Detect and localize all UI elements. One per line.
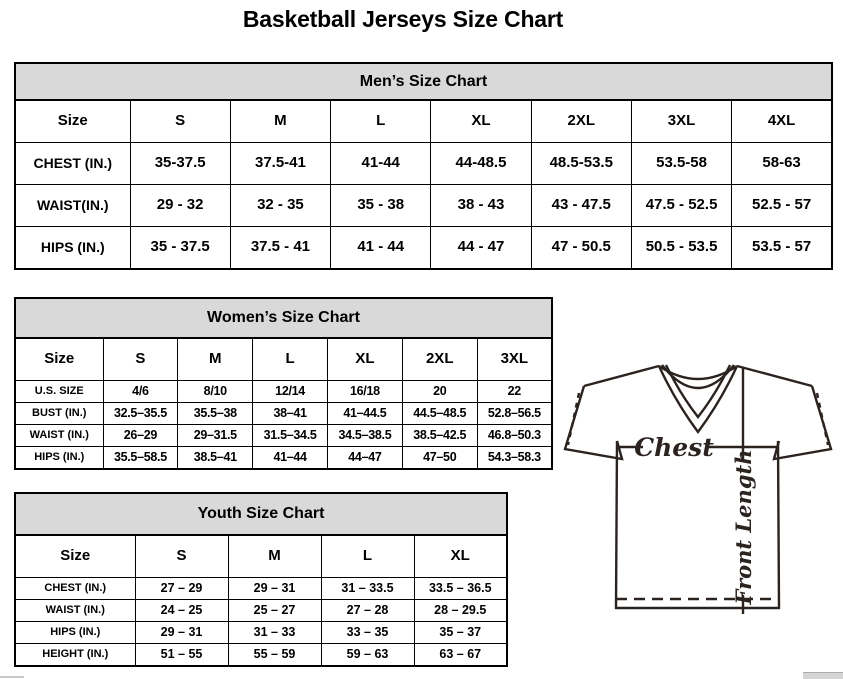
size-chart-title: Youth Size Chart bbox=[15, 493, 507, 535]
measurement-value: 41-44 bbox=[331, 143, 431, 185]
measurement-row bbox=[15, 600, 507, 622]
measurement-value: 38 - 43 bbox=[431, 185, 531, 227]
size-column-header: M bbox=[178, 338, 253, 381]
measurement-label: BUST (IN.) bbox=[15, 403, 103, 425]
size-column-header: L bbox=[321, 535, 414, 578]
horizontal-scrollbar-fragment-right[interactable] bbox=[803, 672, 843, 679]
measurement-row bbox=[15, 622, 507, 644]
measurement-value: 24 – 25 bbox=[135, 600, 228, 622]
size-column-header: 2XL bbox=[402, 338, 477, 381]
measurement-label: WAIST(IN.) bbox=[15, 185, 130, 227]
measurement-value: 8/10 bbox=[178, 381, 253, 403]
page-title: Basketball Jerseys Size Chart bbox=[242, 6, 564, 32]
measurement-value: 58-63 bbox=[732, 143, 832, 185]
measurement-value: 25 – 27 bbox=[228, 600, 321, 622]
size-column-header: L bbox=[253, 338, 328, 381]
measurement-value: 47–50 bbox=[402, 447, 477, 470]
size-column-header: S bbox=[103, 338, 178, 381]
measurement-value: 32.5–35.5 bbox=[103, 403, 178, 425]
jersey-outline-icon bbox=[565, 365, 831, 614]
measurement-value: 34.5–38.5 bbox=[327, 425, 402, 447]
size-column-header: 2XL bbox=[531, 100, 631, 143]
size-column-header: XL bbox=[431, 100, 531, 143]
size-column-header: L bbox=[331, 100, 431, 143]
measurement-row bbox=[15, 447, 552, 470]
measurement-label: CHEST (IN.) bbox=[15, 143, 130, 185]
measurement-row bbox=[15, 578, 507, 600]
measurement-value: 53.5 - 57 bbox=[732, 227, 832, 270]
measurement-value: 43 - 47.5 bbox=[531, 185, 631, 227]
measurement-value: 35 - 37.5 bbox=[130, 227, 230, 270]
mens-size-chart-table bbox=[14, 62, 833, 270]
measurement-value: 29 - 32 bbox=[130, 185, 230, 227]
measurement-row bbox=[15, 185, 832, 227]
measurement-label: CHEST (IN.) bbox=[15, 578, 135, 600]
size-column-label: Size bbox=[15, 535, 135, 578]
measurement-value: 27 – 28 bbox=[321, 600, 414, 622]
measurement-value: 22 bbox=[477, 381, 552, 403]
measurement-value: 53.5-58 bbox=[631, 143, 731, 185]
measurement-value: 31.5–34.5 bbox=[253, 425, 328, 447]
measurement-value: 29 – 31 bbox=[135, 622, 228, 644]
measurement-value: 38–41 bbox=[253, 403, 328, 425]
measurement-label: WAIST (IN.) bbox=[15, 600, 135, 622]
measurement-value: 26–29 bbox=[103, 425, 178, 447]
measurement-value: 35 - 38 bbox=[331, 185, 431, 227]
measurement-label: HIPS (IN.) bbox=[15, 622, 135, 644]
size-column-header: XL bbox=[414, 535, 507, 578]
measurement-value: 46.8–50.3 bbox=[477, 425, 552, 447]
size-column-label: Size bbox=[15, 100, 130, 143]
measurement-value: 35.5–58.5 bbox=[103, 447, 178, 470]
measurement-label: HIPS (IN.) bbox=[15, 447, 103, 470]
measurement-label: HIPS (IN.) bbox=[15, 227, 130, 270]
measurement-value: 35.5–38 bbox=[178, 403, 253, 425]
measurement-value: 41–44 bbox=[253, 447, 328, 470]
size-column-header: XL bbox=[327, 338, 402, 381]
measurement-label: U.S. SIZE bbox=[15, 381, 103, 403]
size-chart-title: Women’s Size Chart bbox=[15, 298, 552, 338]
measurement-value: 50.5 - 53.5 bbox=[631, 227, 731, 270]
chest-measure-label: Chest bbox=[634, 433, 714, 462]
measurement-value: 35 – 37 bbox=[414, 622, 507, 644]
measurement-value: 33 – 35 bbox=[321, 622, 414, 644]
measurement-value: 12/14 bbox=[253, 381, 328, 403]
measurement-value: 44.5–48.5 bbox=[402, 403, 477, 425]
measurement-value: 44–47 bbox=[327, 447, 402, 470]
measurement-value: 31 – 33.5 bbox=[321, 578, 414, 600]
measurement-row bbox=[15, 403, 552, 425]
measurement-value: 20 bbox=[402, 381, 477, 403]
size-column-label: Size bbox=[15, 338, 103, 381]
measurement-value: 52.8–56.5 bbox=[477, 403, 552, 425]
measurement-value: 51 – 55 bbox=[135, 644, 228, 667]
size-column-header: 3XL bbox=[631, 100, 731, 143]
measurement-value: 63 – 67 bbox=[414, 644, 507, 667]
measurement-value: 37.5 - 41 bbox=[230, 227, 330, 270]
measurement-value: 38.5–42.5 bbox=[402, 425, 477, 447]
size-chart-title: Men’s Size Chart bbox=[15, 63, 832, 100]
youth-size-chart-table bbox=[14, 492, 508, 667]
measurement-value: 44 - 47 bbox=[431, 227, 531, 270]
measurement-value: 28 – 29.5 bbox=[414, 600, 507, 622]
size-column-header: S bbox=[135, 535, 228, 578]
measurement-value: 38.5–41 bbox=[178, 447, 253, 470]
measurement-row bbox=[15, 425, 552, 447]
measurement-value: 29–31.5 bbox=[178, 425, 253, 447]
measurement-value: 41 - 44 bbox=[331, 227, 431, 270]
measurement-value: 44-48.5 bbox=[431, 143, 531, 185]
measurement-value: 4/6 bbox=[103, 381, 178, 403]
measurement-value: 35-37.5 bbox=[130, 143, 230, 185]
measurement-value: 47 - 50.5 bbox=[531, 227, 631, 270]
measurement-row bbox=[15, 381, 552, 403]
measurement-value: 47.5 - 52.5 bbox=[631, 185, 731, 227]
size-column-header: 4XL bbox=[732, 100, 832, 143]
measurement-row bbox=[15, 143, 832, 185]
measurement-value: 54.3–58.3 bbox=[477, 447, 552, 470]
measurement-value: 52.5 - 57 bbox=[732, 185, 832, 227]
measurement-row bbox=[15, 227, 832, 270]
size-column-header: M bbox=[230, 100, 330, 143]
horizontal-scrollbar-fragment-left[interactable] bbox=[0, 676, 24, 678]
measurement-value: 41–44.5 bbox=[327, 403, 402, 425]
womens-size-chart-table bbox=[14, 297, 553, 470]
size-column-header: M bbox=[228, 535, 321, 578]
measurement-value: 16/18 bbox=[327, 381, 402, 403]
measurement-value: 29 – 31 bbox=[228, 578, 321, 600]
measurement-value: 33.5 – 36.5 bbox=[414, 578, 507, 600]
measurement-value: 55 – 59 bbox=[228, 644, 321, 667]
measurement-value: 27 – 29 bbox=[135, 578, 228, 600]
front-length-measure-label: Front Length bbox=[731, 449, 756, 605]
measurement-label: WAIST (IN.) bbox=[15, 425, 103, 447]
measurement-value: 31 – 33 bbox=[228, 622, 321, 644]
size-column-header: S bbox=[130, 100, 230, 143]
measurement-value: 32 - 35 bbox=[230, 185, 330, 227]
measurement-value: 48.5-53.5 bbox=[531, 143, 631, 185]
size-column-header: 3XL bbox=[477, 338, 552, 381]
measurement-label: HEIGHT (IN.) bbox=[15, 644, 135, 667]
measurement-value: 59 – 63 bbox=[321, 644, 414, 667]
measurement-value: 37.5-41 bbox=[230, 143, 330, 185]
jersey-measurement-diagram bbox=[553, 356, 843, 626]
measurement-row bbox=[15, 644, 507, 667]
